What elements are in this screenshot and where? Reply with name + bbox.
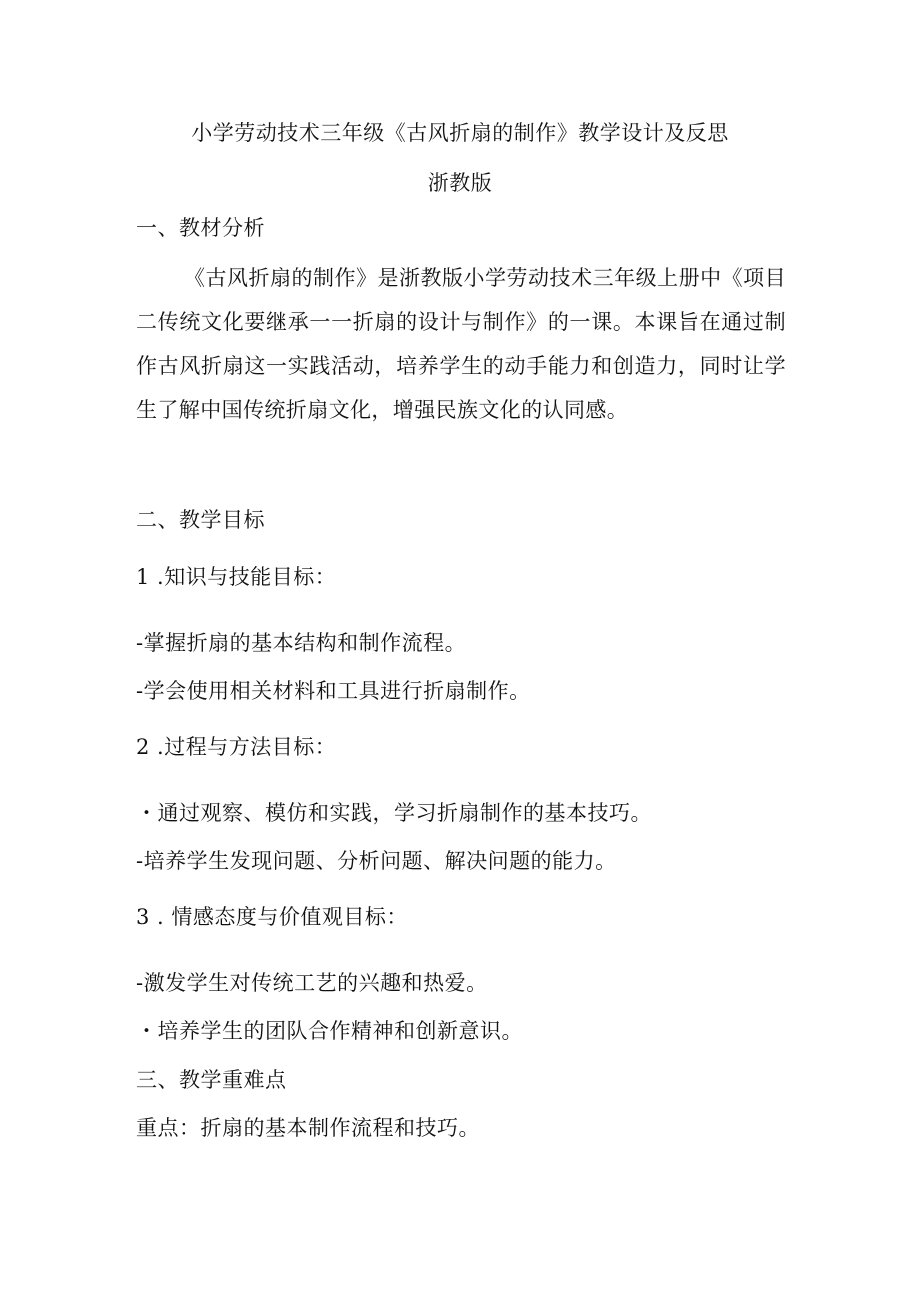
goal3-heading: 3 . 情感态度与价值观目标： [136,905,408,929]
goal2-item: ・通过观察、模仿和实践，学习折扇制作的基本技巧。 [136,801,652,825]
document-subtitle: 浙教版 [427,171,493,195]
section-heading-goals: 二、教学目标 [136,508,265,532]
goal2-heading: 2 .过程与方法目标： [136,735,337,759]
goal1-heading: 1 .知识与技能目标： [136,565,337,589]
goal3-item: ・培养学生的团队合作精神和创新意识。 [136,1019,523,1043]
section-heading-analysis: 一、教材分析 [136,216,265,240]
key-point-text: 重点：折扇的基本制作流程和技巧。 [136,1116,480,1140]
goal3-item: -激发学生对传统工艺的兴趣和热爱。 [136,971,488,995]
section-heading-keypoints: 三、教学重难点 [136,1068,287,1092]
goal1-item: -掌握折扇的基本结构和制作流程。 [136,631,467,655]
document-title: 小学劳动技术三年级《古风折扇的制作》教学设计及反思 [191,121,729,145]
goal2-item: -培养学生发现问题、分析问题、解决问题的能力。 [136,849,617,873]
analysis-paragraph: 《古风折扇的制作》是浙教版小学劳动技术三年级上册中《项目二传统文化要继承一一折扇的设计与制作》的一课。本课旨在通过制作古风折扇这一实践活动，培养学生的动手能力和创造力，同时让学生了解中国传统折扇文化，增强民族文化的认同感。 [136,266,786,422]
goal1-item: -学会使用相关材料和工具进行折扇制作。 [136,679,531,703]
